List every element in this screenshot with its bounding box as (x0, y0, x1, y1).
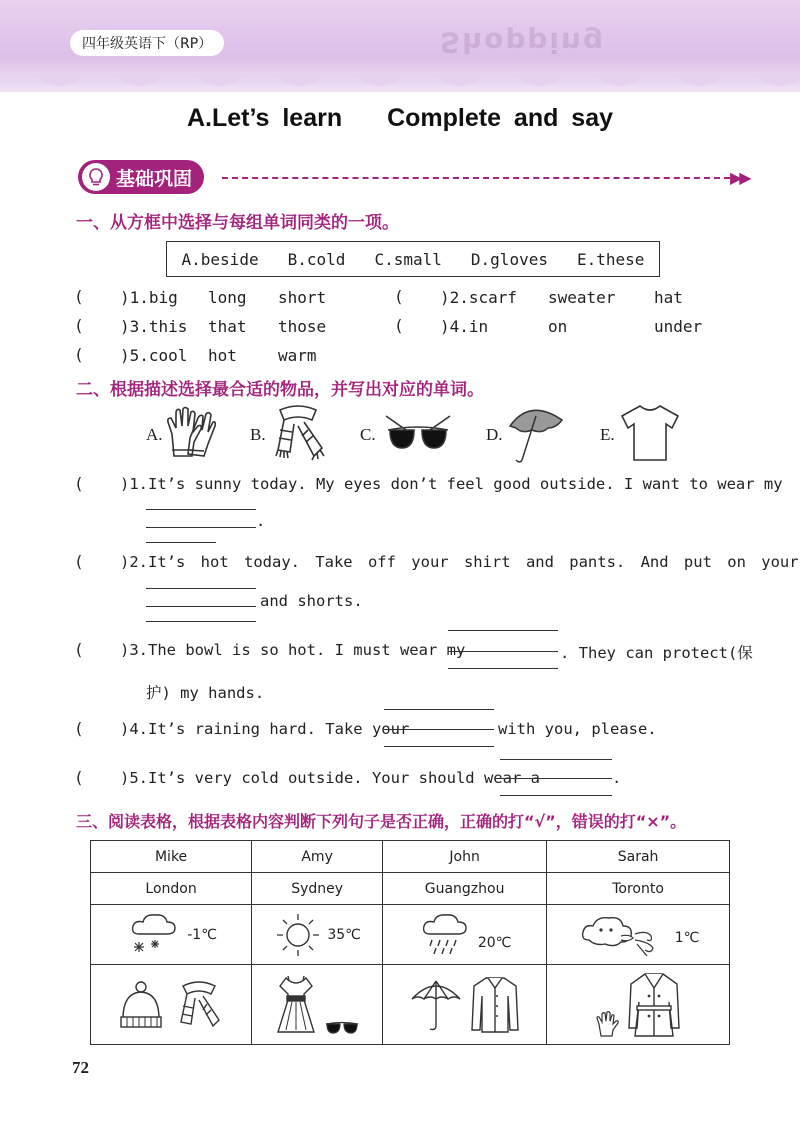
option-e: E.these (577, 249, 645, 269)
coat-icon (627, 972, 681, 1038)
q2-text: It’s hot today. Take off your shirt and pants. And put on your (148, 553, 799, 571)
q5-post: . (612, 769, 622, 787)
wind-cloud-icon (577, 910, 673, 960)
q2-end: and shorts. (260, 592, 363, 610)
answer-line[interactable] (384, 729, 494, 730)
info-table (90, 840, 730, 1045)
item2-number: )2.scarf (440, 288, 518, 307)
sunglasses-icon (382, 410, 454, 454)
answer-paren[interactable]: ( (76, 345, 83, 364)
dress-icon (274, 974, 318, 1036)
rain-cloud-icon (418, 910, 474, 960)
city-cell: Guangzhou (383, 873, 547, 905)
q1-number: )1. (120, 475, 148, 493)
q1-end: . (256, 512, 266, 530)
q5-number: )5. (120, 769, 148, 787)
table-row (91, 841, 730, 873)
table-row (91, 873, 730, 905)
scarf-icon (268, 402, 330, 462)
q4-number: )4. (120, 720, 148, 738)
answer-line (448, 668, 558, 669)
option-a: A.beside (181, 249, 259, 269)
hat-icon (117, 979, 165, 1031)
answer-line (500, 759, 612, 760)
item2-word: sweater (548, 288, 616, 307)
answer-line (146, 509, 256, 510)
section-badge (78, 160, 204, 194)
item1-number: )1.big (120, 288, 178, 307)
weather-cell (383, 905, 547, 965)
option-d: D.gloves (470, 249, 548, 269)
answer-line (146, 542, 216, 543)
answer-paren[interactable]: ( (76, 768, 83, 787)
badge-label: 基础巩固 (116, 167, 193, 190)
header-ghost-text: Shopping (440, 26, 605, 59)
page-number: 72 (72, 1058, 89, 1077)
answer-paren[interactable]: ( (76, 316, 83, 335)
header-wave (0, 70, 800, 100)
answer-line (146, 588, 256, 589)
scarf-icon (173, 978, 225, 1032)
answer-line[interactable] (146, 606, 256, 607)
name-cell: Sarah (547, 841, 730, 873)
temperature: 20℃ (477, 934, 512, 951)
answer-line[interactable] (448, 651, 558, 652)
q2-number: )2. (120, 553, 148, 571)
item3-word: those (278, 317, 327, 336)
item5-word: hot (208, 346, 237, 365)
item5-word: warm (278, 346, 317, 365)
q1-text: It’s sunny today. My eyes don’t feel good outside. I want to wear my (148, 475, 783, 493)
q3-continued: 护) my hands. (146, 684, 265, 702)
item1-word: long (208, 288, 247, 307)
section1-heading: 一、从方框中选择与每组单词同类的一项。 (76, 213, 399, 233)
clothes-cell (383, 965, 547, 1045)
weather-cell (547, 905, 730, 965)
q4-post: with you, please. (498, 720, 657, 738)
item3-number: )3.this (120, 317, 188, 336)
q5-pre: It’s very cold outside. Your should wear a (148, 769, 540, 787)
answer-line (500, 795, 612, 796)
name-cell: Amy (252, 841, 383, 873)
answer-paren[interactable]: ( (76, 640, 83, 659)
badge-dash-line (222, 177, 730, 179)
item4-word: on (548, 317, 568, 336)
clothes-cell (547, 965, 730, 1045)
q3-post: . They can protect(保 (560, 644, 753, 662)
shirt-icon (470, 974, 520, 1036)
temperature: 1℃ (674, 929, 700, 946)
item1-word: short (278, 288, 327, 307)
clothes-cell (91, 965, 252, 1045)
snow-cloud-icon (125, 910, 181, 960)
option-b: B.cold (287, 249, 346, 269)
title-part2: Complete and say (387, 104, 614, 132)
answer-paren[interactable]: ( (76, 552, 83, 571)
sun-icon (273, 910, 323, 960)
q3-pre: The bowl is so hot. I must wear my (148, 641, 466, 659)
gloves-icon (164, 404, 218, 460)
section3-heading: 三、阅读表格，根据表格内容判断下列句子是否正确，正确的打“√”，错误的打“×”。 (76, 812, 687, 831)
answer-paren[interactable]: ( (76, 719, 83, 738)
answer-line (448, 630, 558, 631)
gloves-icon (595, 1010, 621, 1038)
item3-word: that (208, 317, 247, 336)
answer-line (384, 746, 494, 747)
choice-a-label: A. (146, 425, 163, 444)
item4-number: )4.in (440, 317, 489, 336)
answer-paren[interactable]: ( (396, 316, 403, 335)
choice-d-label: D. (486, 425, 503, 444)
clothes-cell (252, 965, 383, 1045)
table-row (91, 965, 730, 1045)
city-cell: London (91, 873, 252, 905)
umbrella-icon (506, 402, 566, 466)
city-cell: Toronto (547, 873, 730, 905)
answer-line (146, 621, 256, 622)
answer-line[interactable] (146, 527, 256, 528)
tshirt-icon (618, 402, 682, 464)
choice-c-label: C. (360, 425, 376, 444)
umbrella-icon (410, 977, 462, 1033)
item5-number: )5.cool (120, 346, 188, 365)
double-arrow-icon: ▶▶ (730, 168, 749, 187)
options-box (166, 241, 660, 277)
sunglasses-icon (324, 1018, 360, 1036)
item2-word: hat (654, 288, 683, 307)
name-cell: John (383, 841, 547, 873)
page-title (0, 104, 800, 133)
weather-cell (252, 905, 383, 965)
answer-paren[interactable]: ( (396, 287, 403, 306)
lightbulb-icon (82, 163, 110, 191)
answer-line (384, 709, 494, 710)
weather-cell (91, 905, 252, 965)
q3-number: )3. (120, 641, 148, 659)
book-label: 四年级英语下（RP） (70, 30, 224, 56)
name-cell: Mike (91, 841, 252, 873)
q4-pre: It’s raining hard. Take your (148, 720, 410, 738)
title-part1: A.Let’s learn (186, 104, 343, 132)
section2-heading: 二、根据描述选择最合适的物品，并写出对应的单词。 (76, 380, 484, 400)
item4-word: under (654, 317, 703, 336)
answer-paren[interactable]: ( (76, 287, 83, 306)
choice-b-label: B. (250, 425, 266, 444)
choice-e-label: E. (600, 425, 615, 444)
temperature: -1℃ (187, 926, 217, 943)
answer-line[interactable] (500, 778, 612, 779)
temperature: 35℃ (327, 926, 361, 943)
table-row (91, 905, 730, 965)
answer-paren[interactable]: ( (76, 474, 83, 493)
city-cell: Sydney (252, 873, 383, 905)
option-c: C.small (374, 249, 442, 269)
